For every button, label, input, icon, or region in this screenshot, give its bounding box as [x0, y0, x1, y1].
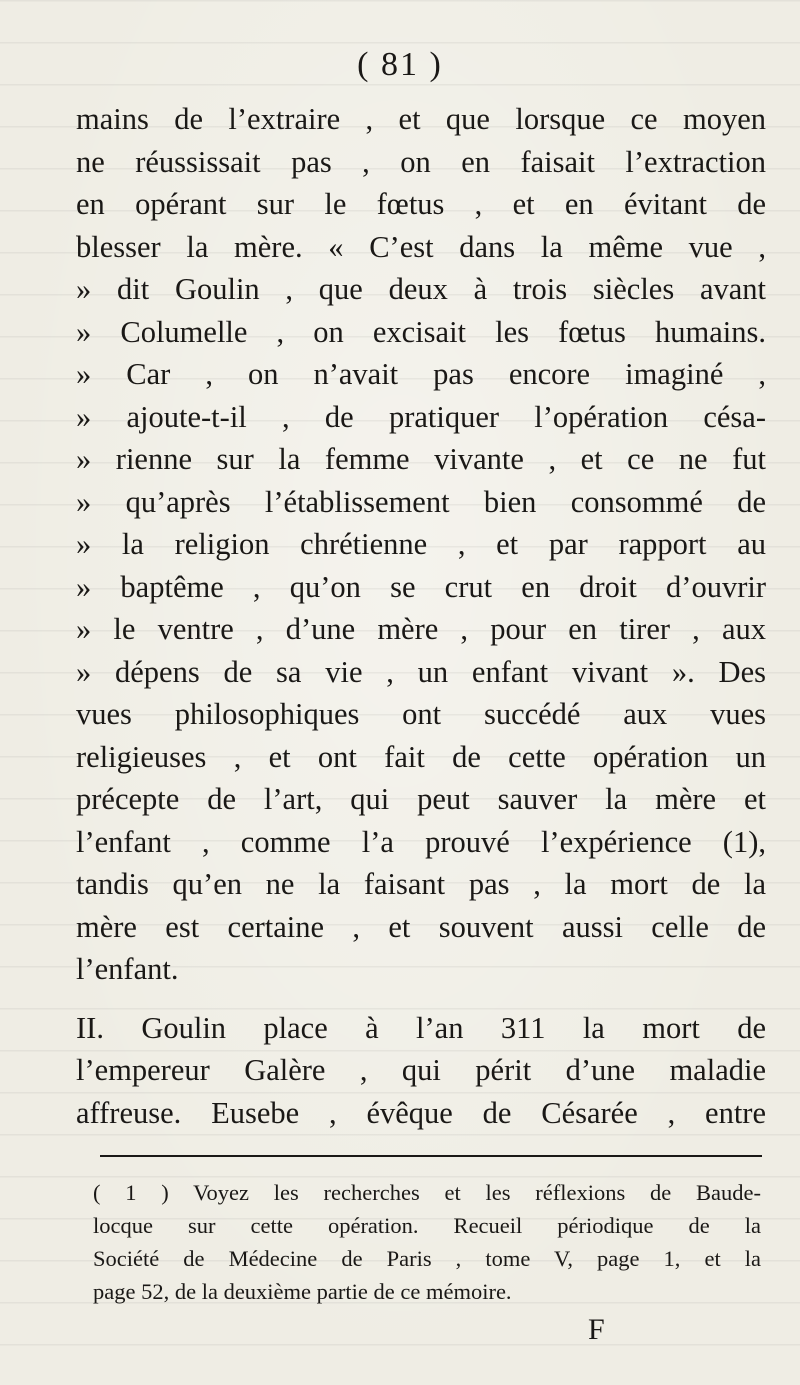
- text-line: blesser la mère. « C’est dans la même vue ,: [76, 229, 766, 264]
- footnote-line: Société de Médecine de Paris , tome V, page 1, et la: [93, 1246, 761, 1271]
- section-2-line: l’empereur Galère , qui périt d’une maladie: [76, 1053, 766, 1087]
- footnote: [93, 1176, 761, 1308]
- text-line: » Car , on n’avait pas encore imaginé ,: [76, 357, 766, 391]
- section-2-line: II. Goulin place à l’an 311 la mort de: [76, 1010, 766, 1045]
- text-line: » rienne sur la femme vivante , et ce ne fut: [76, 442, 766, 476]
- section-2-line: affreuse. Eusebe , évêque de Césarée , entre: [76, 1095, 766, 1130]
- text-line: l’enfant.: [76, 952, 179, 986]
- text-line: » la religion chrétienne , et par rapport au: [76, 527, 766, 561]
- footnote-line: locque sur cette opération. Recueil périodique de la: [93, 1213, 761, 1238]
- text-line: » Columelle , on excisait les fœtus humains.: [76, 314, 766, 349]
- text-line: » dit Goulin , que deux à trois siècles avant: [76, 272, 766, 306]
- text-line: ne réussissait pas , on en faisait l’extraction: [76, 144, 766, 179]
- text-line: en opérant sur le fœtus , et en évitant de: [76, 187, 766, 221]
- text-line: » le ventre , d’une mère , pour en tirer , aux: [76, 612, 766, 646]
- text-line: » baptême , qu’on se crut en droit d’ouvrir: [76, 569, 766, 604]
- text-line: vues philosophiques ont succédé aux vues: [76, 697, 766, 731]
- footnote-line: ( 1 ) Voyez les recherches et les réflexions de Baude-: [93, 1180, 761, 1205]
- text-line: » ajoute-t-il , de pratiquer l’opération césa-: [76, 399, 766, 434]
- main-text: [76, 98, 766, 1134]
- page-number: ( 81 ): [357, 46, 443, 83]
- text-line: mains de l’extraire , et que lorsque ce moyen: [76, 102, 766, 136]
- signature-mark: F: [588, 1313, 605, 1346]
- text-line: l’enfant , comme l’a prouvé l’expérience (1),: [76, 824, 766, 859]
- text-line: » qu’après l’établissement bien consommé de: [76, 484, 766, 519]
- footnote-rule: [100, 1155, 762, 1157]
- footnote-line: page 52, de la deuxième partie de ce mémoire.: [93, 1279, 512, 1304]
- paragraph-gap: [76, 991, 766, 1007]
- text-line: précepte de l’art, qui peut sauver la mère et: [76, 782, 766, 816]
- text-line: religieuses , et ont fait de cette opération un: [76, 739, 766, 774]
- text-line: mère est certaine , et souvent aussi celle de: [76, 909, 766, 944]
- text-line: tandis qu’en ne la faisant pas , la mort de la: [76, 867, 766, 901]
- text-line: » dépens de sa vie , un enfant vivant ». Des: [76, 654, 766, 689]
